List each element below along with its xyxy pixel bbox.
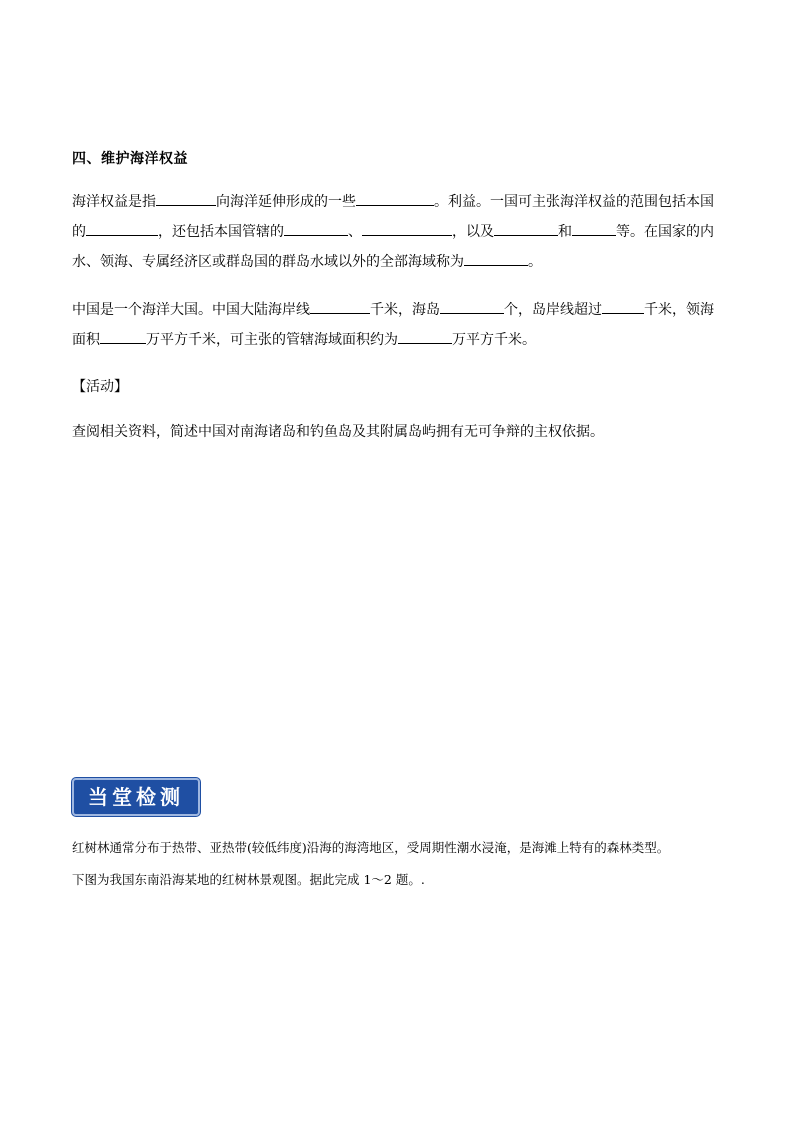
fill-blank[interactable] — [86, 219, 158, 236]
text-segment: 。利益。一国可主张海洋权益的范围包括本国 — [434, 194, 714, 210]
fill-blank[interactable] — [310, 297, 370, 314]
text-segment: ，还包括本国管辖的 — [158, 224, 284, 240]
fill-blank[interactable] — [494, 219, 558, 236]
text-segment: 千米，领海 — [644, 302, 714, 318]
fill-blank[interactable] — [362, 219, 452, 236]
text-segment: 、 — [348, 224, 362, 240]
text-segment: 万平方千米，可主张的管辖海域面积约为 — [146, 332, 398, 348]
check-section-badge: 当堂检测 — [72, 778, 200, 816]
text-segment: 的 — [72, 224, 86, 240]
paragraph-china-ocean — [72, 295, 726, 355]
fill-blank[interactable] — [440, 297, 504, 314]
paragraph-maritime-rights — [72, 187, 726, 277]
text-segment: 向海洋延伸形成的一些 — [216, 194, 356, 210]
text-segment: 海洋权益是指 — [72, 194, 156, 210]
fill-blank[interactable] — [356, 189, 434, 206]
fill-blank[interactable] — [464, 249, 528, 266]
mangrove-intro-line: 红树林通常分布于热带、亚热带(较低纬度)沿海的海湾地区，受周期性潮水浸淹，是海滩上特有的森林类型。 — [72, 840, 670, 855]
text-segment: 和 — [558, 224, 572, 240]
text-segment: 。 — [528, 254, 542, 270]
activity-prompt: 查阅相关资料，简述中国对南海诸岛和钓鱼岛及其附属岛屿拥有无可争辩的主权依据。 — [72, 424, 604, 440]
fill-blank[interactable] — [100, 327, 146, 344]
fill-blank[interactable] — [572, 219, 616, 236]
text-segment: 等。在国家的内 — [616, 224, 714, 240]
text-segment: 水、领海、专属经济区或群岛国的群岛水域以外的全部海域称为 — [72, 254, 464, 270]
text-segment: 千米，海岛 — [370, 302, 440, 318]
text-segment: 中国是一个海洋大国。中国大陆海岸线 — [72, 302, 310, 318]
fill-blank[interactable] — [156, 189, 216, 206]
text-segment: 万平方千米。 — [452, 332, 536, 348]
text-segment: ，以及 — [452, 224, 494, 240]
activity-label: 【活动】 — [72, 379, 128, 395]
text-segment: 个，岛岸线超过 — [504, 302, 602, 318]
fill-blank[interactable] — [284, 219, 348, 236]
fill-blank[interactable] — [398, 327, 452, 344]
section-heading: 四、维护海洋权益 — [72, 151, 188, 167]
mangrove-question-line: 下图为我国东南沿海某地的红树林景观图。据此完成 1～2 题。. — [72, 872, 425, 887]
text-segment: 面积 — [72, 332, 100, 348]
fill-blank[interactable] — [602, 297, 644, 314]
